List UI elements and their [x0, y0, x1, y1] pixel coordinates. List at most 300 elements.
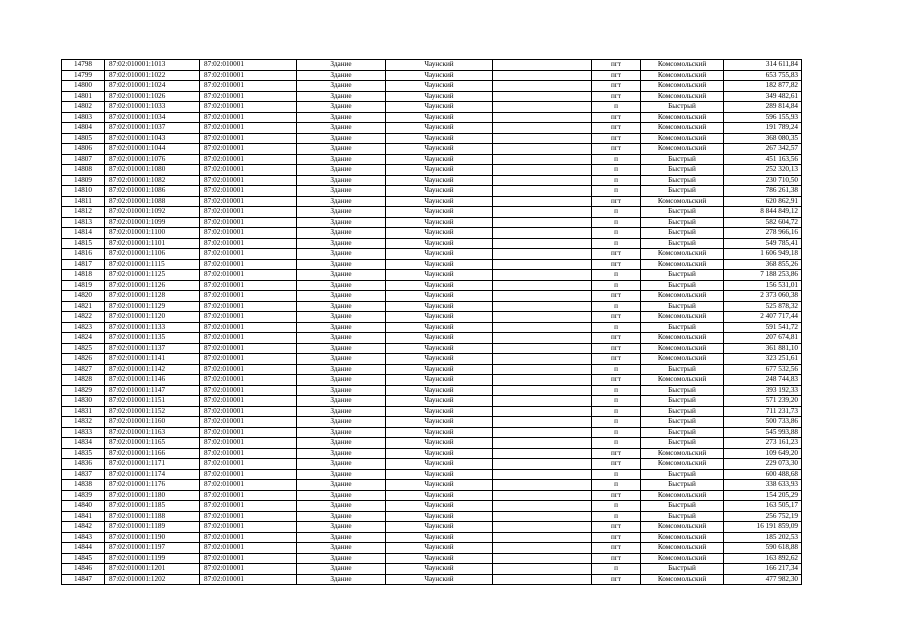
cadastral-quarter-cell: 87:02:010001: [200, 217, 297, 228]
cadastral-number-cell: 87:02:010001:1115: [105, 259, 200, 270]
row-number-cell: 14805: [62, 133, 105, 144]
settlement-name-cell: Быстрый: [641, 165, 724, 176]
district-cell: Чаунский: [386, 301, 493, 312]
locality-blank-cell: [493, 553, 592, 564]
settlement-name-cell: Быстрый: [641, 438, 724, 449]
cadastral-quarter-cell: 87:02:010001: [200, 280, 297, 291]
settlement-name-cell: Быстрый: [641, 385, 724, 396]
district-cell: Чаунский: [386, 154, 493, 165]
cadastral-quarter-cell: 87:02:010001: [200, 154, 297, 165]
settlement-type-cell: п: [592, 406, 641, 417]
settlement-name-cell: Быстрый: [641, 364, 724, 375]
cadastral-number-cell: 87:02:010001:1080: [105, 165, 200, 176]
cadastral-value-cell: 368 855,26: [724, 259, 802, 270]
district-cell: Чаунский: [386, 291, 493, 302]
object-type-cell: Здание: [297, 522, 386, 533]
settlement-type-cell: п: [592, 438, 641, 449]
locality-blank-cell: [493, 322, 592, 333]
cadastral-value-cell: 252 320,13: [724, 165, 802, 176]
cadastral-value-cell: 16 191 859,09: [724, 522, 802, 533]
table-row: [62, 553, 802, 564]
object-type-cell: Здание: [297, 480, 386, 491]
cadastral-number-cell: 87:02:010001:1086: [105, 186, 200, 197]
cadastral-value-cell: 7 188 253,86: [724, 270, 802, 281]
table-row: [62, 123, 802, 134]
cadastral-value-cell: 166 217,34: [724, 564, 802, 575]
locality-blank-cell: [493, 196, 592, 207]
object-type-cell: Здание: [297, 165, 386, 176]
district-cell: Чаунский: [386, 270, 493, 281]
cadastral-value-cell: 109 649,20: [724, 448, 802, 459]
table-row: [62, 259, 802, 270]
cadastral-value-cell: 185 202,53: [724, 532, 802, 543]
cadastral-quarter-cell: 87:02:010001: [200, 333, 297, 344]
table-row: [62, 574, 802, 585]
district-cell: Чаунский: [386, 522, 493, 533]
settlement-type-cell: пгт: [592, 259, 641, 270]
table-row: [62, 91, 802, 102]
table-row: [62, 70, 802, 81]
settlement-name-cell: Быстрый: [641, 217, 724, 228]
settlement-name-cell: Быстрый: [641, 322, 724, 333]
cadastral-quarter-cell: 87:02:010001: [200, 511, 297, 522]
settlement-type-cell: пгт: [592, 81, 641, 92]
object-type-cell: Здание: [297, 417, 386, 428]
settlement-name-cell: Быстрый: [641, 469, 724, 480]
settlement-type-cell: пгт: [592, 522, 641, 533]
locality-blank-cell: [493, 522, 592, 533]
cadastral-number-cell: 87:02:010001:1185: [105, 501, 200, 512]
cadastral-number-cell: 87:02:010001:1189: [105, 522, 200, 533]
cadastral-number-cell: 87:02:010001:1135: [105, 333, 200, 344]
table-body: [62, 60, 802, 585]
district-cell: Чаунский: [386, 238, 493, 249]
row-number-cell: 14799: [62, 70, 105, 81]
district-cell: Чаунский: [386, 438, 493, 449]
table-row: [62, 322, 802, 333]
object-type-cell: Здание: [297, 81, 386, 92]
cadastral-quarter-cell: 87:02:010001: [200, 196, 297, 207]
table-row: [62, 343, 802, 354]
district-cell: Чаунский: [386, 427, 493, 438]
cadastral-quarter-cell: 87:02:010001: [200, 91, 297, 102]
object-type-cell: Здание: [297, 144, 386, 155]
settlement-type-cell: п: [592, 186, 641, 197]
object-type-cell: Здание: [297, 564, 386, 575]
table-row: [62, 385, 802, 396]
cadastral-quarter-cell: 87:02:010001: [200, 301, 297, 312]
cadastral-number-cell: 87:02:010001:1151: [105, 396, 200, 407]
cadastral-quarter-cell: 87:02:010001: [200, 60, 297, 71]
settlement-type-cell: п: [592, 501, 641, 512]
settlement-name-cell: Комсомольский: [641, 133, 724, 144]
cadastral-value-cell: 8 844 849,12: [724, 207, 802, 218]
locality-blank-cell: [493, 270, 592, 281]
cadastral-value-cell: 620 862,91: [724, 196, 802, 207]
cadastral-number-cell: 87:02:010001:1034: [105, 112, 200, 123]
locality-blank-cell: [493, 490, 592, 501]
settlement-type-cell: п: [592, 270, 641, 281]
settlement-name-cell: Быстрый: [641, 186, 724, 197]
cadastral-quarter-cell: 87:02:010001: [200, 553, 297, 564]
row-number-cell: 14798: [62, 60, 105, 71]
locality-blank-cell: [493, 480, 592, 491]
settlement-type-cell: п: [592, 207, 641, 218]
cadastral-value-cell: 349 482,61: [724, 91, 802, 102]
settlement-type-cell: пгт: [592, 312, 641, 323]
cadastral-value-cell: 2 407 717,44: [724, 312, 802, 323]
cadastral-value-cell: 273 161,23: [724, 438, 802, 449]
object-type-cell: Здание: [297, 217, 386, 228]
cadastral-number-cell: 87:02:010001:1088: [105, 196, 200, 207]
cadastral-quarter-cell: 87:02:010001: [200, 312, 297, 323]
locality-blank-cell: [493, 123, 592, 134]
district-cell: Чаунский: [386, 175, 493, 186]
locality-blank-cell: [493, 91, 592, 102]
settlement-name-cell: Быстрый: [641, 417, 724, 428]
cadastral-value-cell: 256 752,19: [724, 511, 802, 522]
locality-blank-cell: [493, 343, 592, 354]
cadastral-value-cell: 677 532,56: [724, 364, 802, 375]
cadastral-number-cell: 87:02:010001:1129: [105, 301, 200, 312]
object-type-cell: Здание: [297, 249, 386, 260]
table-row: [62, 112, 802, 123]
district-cell: Чаунский: [386, 144, 493, 155]
district-cell: Чаунский: [386, 532, 493, 543]
table-row: [62, 165, 802, 176]
row-number-cell: 14840: [62, 501, 105, 512]
table-row: [62, 396, 802, 407]
district-cell: Чаунский: [386, 459, 493, 470]
cadastral-value-cell: 582 604,72: [724, 217, 802, 228]
object-type-cell: Здание: [297, 102, 386, 113]
cadastral-number-cell: 87:02:010001:1147: [105, 385, 200, 396]
table-row: [62, 81, 802, 92]
district-cell: Чаунский: [386, 123, 493, 134]
cadastral-quarter-cell: 87:02:010001: [200, 102, 297, 113]
row-number-cell: 14813: [62, 217, 105, 228]
settlement-name-cell: Комсомольский: [641, 490, 724, 501]
locality-blank-cell: [493, 396, 592, 407]
row-number-cell: 14806: [62, 144, 105, 155]
cadastral-quarter-cell: 87:02:010001: [200, 175, 297, 186]
settlement-type-cell: пгт: [592, 375, 641, 386]
object-type-cell: Здание: [297, 385, 386, 396]
district-cell: Чаунский: [386, 228, 493, 239]
locality-blank-cell: [493, 564, 592, 575]
object-type-cell: Здание: [297, 312, 386, 323]
settlement-name-cell: Быстрый: [641, 280, 724, 291]
district-cell: Чаунский: [386, 280, 493, 291]
row-number-cell: 14807: [62, 154, 105, 165]
district-cell: Чаунский: [386, 259, 493, 270]
object-type-cell: Здание: [297, 574, 386, 585]
table-row: [62, 238, 802, 249]
settlement-type-cell: пгт: [592, 448, 641, 459]
cadastral-quarter-cell: 87:02:010001: [200, 249, 297, 260]
district-cell: Чаунский: [386, 553, 493, 564]
object-type-cell: Здание: [297, 123, 386, 134]
cadastral-value-cell: 289 814,84: [724, 102, 802, 113]
district-cell: Чаунский: [386, 469, 493, 480]
district-cell: Чаунский: [386, 574, 493, 585]
locality-blank-cell: [493, 333, 592, 344]
locality-blank-cell: [493, 165, 592, 176]
settlement-name-cell: Комсомольский: [641, 312, 724, 323]
cadastral-value-cell: 182 877,82: [724, 81, 802, 92]
district-cell: Чаунский: [386, 207, 493, 218]
row-number-cell: 14820: [62, 291, 105, 302]
locality-blank-cell: [493, 301, 592, 312]
settlement-name-cell: Быстрый: [641, 396, 724, 407]
settlement-type-cell: пгт: [592, 343, 641, 354]
cadastral-quarter-cell: 87:02:010001: [200, 228, 297, 239]
settlement-name-cell: Комсомольский: [641, 123, 724, 134]
locality-blank-cell: [493, 406, 592, 417]
cadastral-quarter-cell: 87:02:010001: [200, 427, 297, 438]
district-cell: Чаунский: [386, 406, 493, 417]
cadastral-number-cell: 87:02:010001:1201: [105, 564, 200, 575]
cadastral-number-cell: 87:02:010001:1106: [105, 249, 200, 260]
settlement-name-cell: Комсомольский: [641, 259, 724, 270]
cadastral-value-cell: 163 505,17: [724, 501, 802, 512]
cadastral-number-cell: 87:02:010001:1160: [105, 417, 200, 428]
table-row: [62, 480, 802, 491]
table-row: [62, 144, 802, 155]
district-cell: Чаунский: [386, 322, 493, 333]
row-number-cell: 14827: [62, 364, 105, 375]
cadastral-quarter-cell: 87:02:010001: [200, 354, 297, 365]
object-type-cell: Здание: [297, 196, 386, 207]
table-row: [62, 133, 802, 144]
table-row: [62, 532, 802, 543]
cadastral-value-cell: 549 785,41: [724, 238, 802, 249]
cadastral-quarter-cell: 87:02:010001: [200, 532, 297, 543]
cadastral-value-cell: 2 373 060,38: [724, 291, 802, 302]
table-row: [62, 207, 802, 218]
settlement-type-cell: п: [592, 175, 641, 186]
settlement-type-cell: п: [592, 364, 641, 375]
settlement-type-cell: пгт: [592, 459, 641, 470]
table-row: [62, 186, 802, 197]
table-row: [62, 228, 802, 239]
district-cell: Чаунский: [386, 91, 493, 102]
object-type-cell: Здание: [297, 207, 386, 218]
table-row: [62, 511, 802, 522]
cadastral-number-cell: 87:02:010001:1125: [105, 270, 200, 281]
cadastral-number-cell: 87:02:010001:1202: [105, 574, 200, 585]
object-type-cell: Здание: [297, 501, 386, 512]
cadastral-quarter-cell: 87:02:010001: [200, 459, 297, 470]
settlement-type-cell: п: [592, 469, 641, 480]
cadastral-number-cell: 87:02:010001:1033: [105, 102, 200, 113]
settlement-type-cell: п: [592, 322, 641, 333]
cadastral-quarter-cell: 87:02:010001: [200, 259, 297, 270]
cadastral-table: [61, 59, 802, 585]
locality-blank-cell: [493, 144, 592, 155]
cadastral-value-cell: 590 618,88: [724, 543, 802, 554]
cadastral-quarter-cell: 87:02:010001: [200, 322, 297, 333]
row-number-cell: 14811: [62, 196, 105, 207]
table-row: [62, 417, 802, 428]
locality-blank-cell: [493, 228, 592, 239]
object-type-cell: Здание: [297, 333, 386, 344]
cadastral-number-cell: 87:02:010001:1101: [105, 238, 200, 249]
locality-blank-cell: [493, 543, 592, 554]
cadastral-value-cell: 368 080,35: [724, 133, 802, 144]
settlement-name-cell: Комсомольский: [641, 448, 724, 459]
settlement-name-cell: Комсомольский: [641, 459, 724, 470]
district-cell: Чаунский: [386, 186, 493, 197]
cadastral-value-cell: 596 155,93: [724, 112, 802, 123]
settlement-name-cell: Быстрый: [641, 175, 724, 186]
settlement-type-cell: пгт: [592, 553, 641, 564]
locality-blank-cell: [493, 354, 592, 365]
cadastral-value-cell: 338 633,93: [724, 480, 802, 491]
cadastral-number-cell: 87:02:010001:1092: [105, 207, 200, 218]
object-type-cell: Здание: [297, 532, 386, 543]
district-cell: Чаунский: [386, 102, 493, 113]
locality-blank-cell: [493, 154, 592, 165]
row-number-cell: 14824: [62, 333, 105, 344]
row-number-cell: 14826: [62, 354, 105, 365]
cadastral-value-cell: 500 733,86: [724, 417, 802, 428]
locality-blank-cell: [493, 207, 592, 218]
row-number-cell: 14842: [62, 522, 105, 533]
object-type-cell: Здание: [297, 280, 386, 291]
object-type-cell: Здание: [297, 238, 386, 249]
settlement-name-cell: Комсомольский: [641, 553, 724, 564]
cadastral-quarter-cell: 87:02:010001: [200, 490, 297, 501]
row-number-cell: 14847: [62, 574, 105, 585]
settlement-name-cell: Комсомольский: [641, 333, 724, 344]
cadastral-value-cell: 323 251,61: [724, 354, 802, 365]
cadastral-quarter-cell: 87:02:010001: [200, 417, 297, 428]
row-number-cell: 14814: [62, 228, 105, 239]
cadastral-number-cell: 87:02:010001:1174: [105, 469, 200, 480]
row-number-cell: 14816: [62, 249, 105, 260]
row-number-cell: 14830: [62, 396, 105, 407]
cadastral-value-cell: 207 674,81: [724, 333, 802, 344]
district-cell: Чаунский: [386, 81, 493, 92]
locality-blank-cell: [493, 291, 592, 302]
cadastral-value-cell: 278 966,16: [724, 228, 802, 239]
table-row: [62, 469, 802, 480]
row-number-cell: 14837: [62, 469, 105, 480]
row-number-cell: 14801: [62, 91, 105, 102]
settlement-name-cell: Комсомольский: [641, 196, 724, 207]
cadastral-number-cell: 87:02:010001:1165: [105, 438, 200, 449]
cadastral-number-cell: 87:02:010001:1197: [105, 543, 200, 554]
document-page: [61, 59, 798, 585]
cadastral-quarter-cell: 87:02:010001: [200, 165, 297, 176]
row-number-cell: 14839: [62, 490, 105, 501]
table-row: [62, 270, 802, 281]
cadastral-number-cell: 87:02:010001:1141: [105, 354, 200, 365]
settlement-type-cell: п: [592, 396, 641, 407]
row-number-cell: 14812: [62, 207, 105, 218]
table-row: [62, 280, 802, 291]
locality-blank-cell: [493, 280, 592, 291]
cadastral-value-cell: 786 261,38: [724, 186, 802, 197]
object-type-cell: Здание: [297, 406, 386, 417]
row-number-cell: 14845: [62, 553, 105, 564]
cadastral-number-cell: 87:02:010001:1037: [105, 123, 200, 134]
object-type-cell: Здание: [297, 364, 386, 375]
settlement-name-cell: Комсомольский: [641, 60, 724, 71]
settlement-name-cell: Быстрый: [641, 301, 724, 312]
settlement-name-cell: Быстрый: [641, 406, 724, 417]
district-cell: Чаунский: [386, 364, 493, 375]
locality-blank-cell: [493, 217, 592, 228]
cadastral-value-cell: 451 163,56: [724, 154, 802, 165]
settlement-type-cell: пгт: [592, 144, 641, 155]
settlement-type-cell: п: [592, 564, 641, 575]
row-number-cell: 14832: [62, 417, 105, 428]
table-row: [62, 102, 802, 113]
cadastral-value-cell: 1 606 949,18: [724, 249, 802, 260]
cadastral-value-cell: 248 744,83: [724, 375, 802, 386]
row-number-cell: 14828: [62, 375, 105, 386]
table-row: [62, 406, 802, 417]
settlement-name-cell: Комсомольский: [641, 532, 724, 543]
row-number-cell: 14803: [62, 112, 105, 123]
cadastral-value-cell: 571 239,20: [724, 396, 802, 407]
row-number-cell: 14846: [62, 564, 105, 575]
cadastral-value-cell: 711 231,73: [724, 406, 802, 417]
object-type-cell: Здание: [297, 469, 386, 480]
table-row: [62, 175, 802, 186]
locality-blank-cell: [493, 511, 592, 522]
locality-blank-cell: [493, 102, 592, 113]
settlement-name-cell: Комсомольский: [641, 81, 724, 92]
cadastral-number-cell: 87:02:010001:1190: [105, 532, 200, 543]
row-number-cell: 14822: [62, 312, 105, 323]
settlement-type-cell: п: [592, 301, 641, 312]
table-row: [62, 490, 802, 501]
district-cell: Чаунский: [386, 249, 493, 260]
settlement-name-cell: Комсомольский: [641, 144, 724, 155]
cadastral-quarter-cell: 87:02:010001: [200, 385, 297, 396]
settlement-name-cell: Быстрый: [641, 480, 724, 491]
settlement-type-cell: п: [592, 154, 641, 165]
locality-blank-cell: [493, 112, 592, 123]
row-number-cell: 14819: [62, 280, 105, 291]
settlement-name-cell: Быстрый: [641, 228, 724, 239]
settlement-type-cell: пгт: [592, 60, 641, 71]
district-cell: Чаунский: [386, 396, 493, 407]
locality-blank-cell: [493, 133, 592, 144]
object-type-cell: Здание: [297, 354, 386, 365]
cadastral-quarter-cell: 87:02:010001: [200, 396, 297, 407]
cadastral-number-cell: 87:02:010001:1128: [105, 291, 200, 302]
cadastral-number-cell: 87:02:010001:1133: [105, 322, 200, 333]
cadastral-number-cell: 87:02:010001:1142: [105, 364, 200, 375]
cadastral-number-cell: 87:02:010001:1146: [105, 375, 200, 386]
settlement-name-cell: Быстрый: [641, 154, 724, 165]
settlement-type-cell: пгт: [592, 354, 641, 365]
district-cell: Чаунский: [386, 165, 493, 176]
district-cell: Чаунский: [386, 112, 493, 123]
cadastral-quarter-cell: 87:02:010001: [200, 574, 297, 585]
district-cell: Чаунский: [386, 480, 493, 491]
cadastral-quarter-cell: 87:02:010001: [200, 364, 297, 375]
cadastral-number-cell: 87:02:010001:1026: [105, 91, 200, 102]
table-row: [62, 60, 802, 71]
table-row: [62, 448, 802, 459]
district-cell: Чаунский: [386, 70, 493, 81]
cadastral-quarter-cell: 87:02:010001: [200, 448, 297, 459]
